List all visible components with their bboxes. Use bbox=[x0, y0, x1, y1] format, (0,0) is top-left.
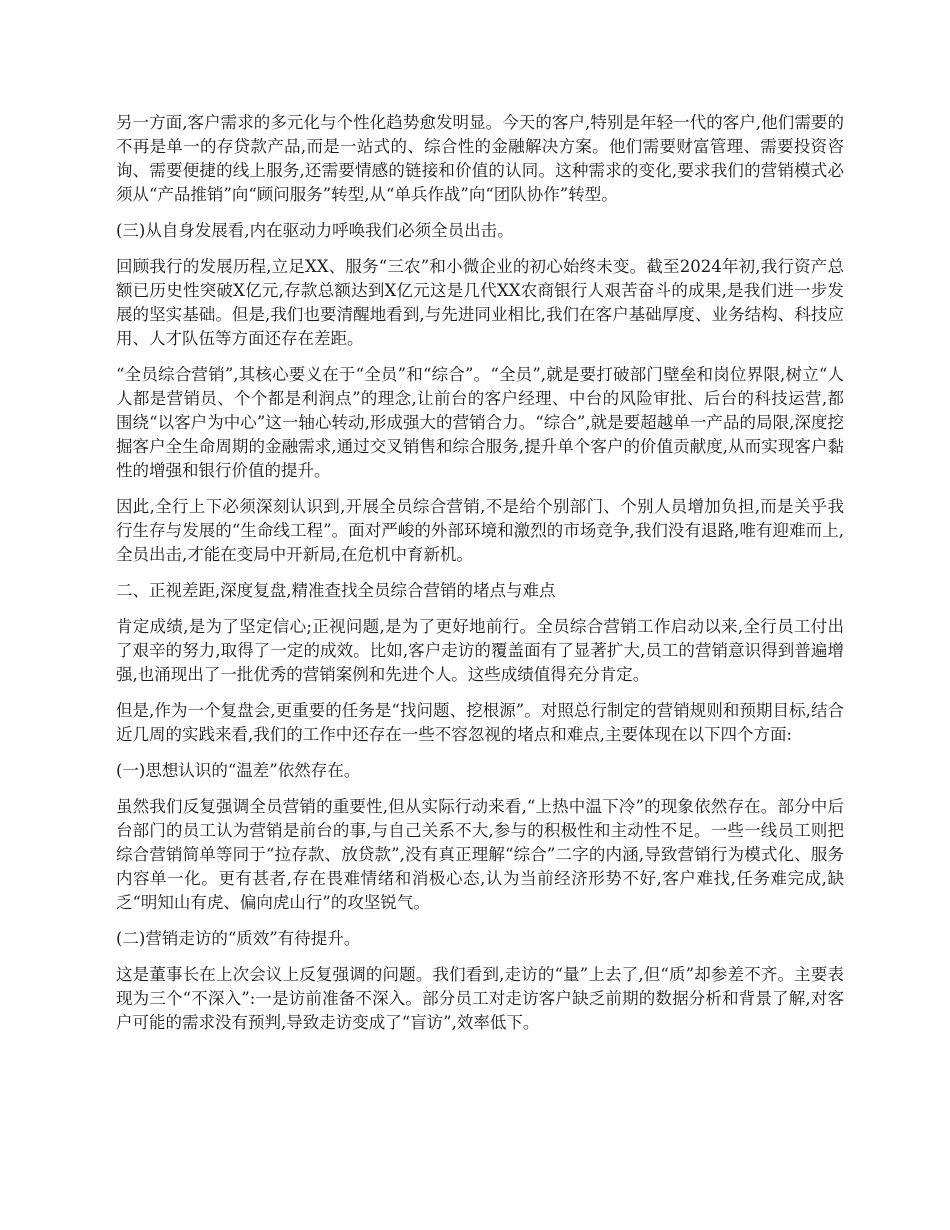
paragraph-visit-quality: 这是董事长在上次会议上反复强调的问题。我们看到,走访的“量”上去了,但“质”却参差不齐。主要表现为三个“不深入”:一是访前准备不深入。部分员工对走访客户缺乏前期的数据分析和背景了解,对客户可能的需求没有预判,导致走访变成了“盲访”,效率低下。 bbox=[116, 965, 844, 1032]
document-body bbox=[116, 111, 844, 1047]
subheading-visit-quality: (二)营销走访的“质效”有待提升。 bbox=[116, 929, 361, 948]
subheading-self-development: (三)从自身发展看,内在驱动力呼唤我们必须全员出击。 bbox=[116, 221, 514, 240]
paragraph-review-problems: 但是,作为一个复盘会,更重要的任务是“找问题、挖根源”。对照总行制定的营销规则和预期目标,结合近几周的实践来看,我们的工作中还存在一些不容忽视的堵点和难点,主要体现在以下四个方面: bbox=[116, 701, 844, 744]
paragraph-full-staff-marketing: “全员综合营销”,其核心要义在于“全员”和“综合”。“全员”,就是要打破部门壁垒和岗位界限,树立“人人都是营销员、个个都是利润点”的理念,让前台的客户经理、中台的风险审批、后台的科技运营,都围绕“以客户为中心”这一轴心转动,形成强大的营销合力。“综合”,就是要超越单一产品的局限,深度挖掘客户全生命周期的金融需求,通过交叉销售和综合服务,提升单个客户的价值贡献度,从而实现客户黏性的增强和银行价值的提升。 bbox=[116, 365, 844, 480]
subheading-thinking-gap: (一)思想认识的“温差”依然存在。 bbox=[116, 761, 361, 780]
paragraph-bank-history: 回顾我行的发展历程,立足XX、服务“三农”和小微企业的初心始终未变。截至2024年初,我行资产总额已历史性突破X亿元,存款总额达到X亿元这是几代XX农商银行人艰苦奋斗的成果,是我们进一步发展的坚实基础。但是,我们也要清醒地看到,与先进同业相比,我们在客户基础厚度、业务结构、科技应用、人才队伍等方面还存在差距。 bbox=[116, 257, 844, 348]
paragraph-achievements: 肯定成绩,是为了坚定信心;正视问题,是为了更好地前行。全员综合营销工作启动以来,全行员工付出了艰辛的努力,取得了一定的成效。比如,客户走访的覆盖面有了显著扩大,员工的营销意识得到普遍增强,也涌现出了一批优秀的营销案例和先进个人。这些成绩值得充分肯定。 bbox=[116, 617, 844, 684]
paragraph-therefore: 因此,全行上下必须深刻认识到,开展全员综合营销,不是给个别部门、个别人员增加负担,而是关乎我行生存与发展的“生命线工程”。面对严峻的外部环境和激烈的市场竞争,我们没有退路,唯有迎难而上,全员出击,才能在变局中开新局,在危机中育新机。 bbox=[116, 497, 844, 564]
paragraph-customer-demand: 另一方面,客户需求的多元化与个性化趋势愈发明显。今天的客户,特别是年轻一代的客户,他们需要的不再是单一的存贷款产品,而是一站式的、综合性的金融解决方案。他们需要财富管理、需要投资咨询、需要便捷的线上服务,还需要情感的链接和价值的认同。这种需求的变化,要求我们的营销模式必须从“产品推销”向“顾问服务”转型,从“单兵作战”向“团队协作”转型。 bbox=[116, 113, 844, 204]
section-heading-two: 二、正视差距,深度复盘,精准查找全员综合营销的堵点与难点 bbox=[116, 581, 556, 600]
paragraph-thinking-gap: 虽然我们反复强调全员营销的重要性,但从实际行动来看,“上热中温下冷”的现象依然存在。部分中后台部门的员工认为营销是前台的事,与自己关系不大,参与的积极性和主动性不足。一些一线员工则把综合营销简单等同于“拉存款、放贷款”,没有真正理解“综合”二字的内涵,导致营销行为模式化、服务内容单一化。更有甚者,存在畏难情绪和消极心态,认为当前经济形势不好,客户难找,任务难完成,缺乏“明知山有虎、偏向虎山行”的攻坚锐气。 bbox=[116, 797, 844, 912]
